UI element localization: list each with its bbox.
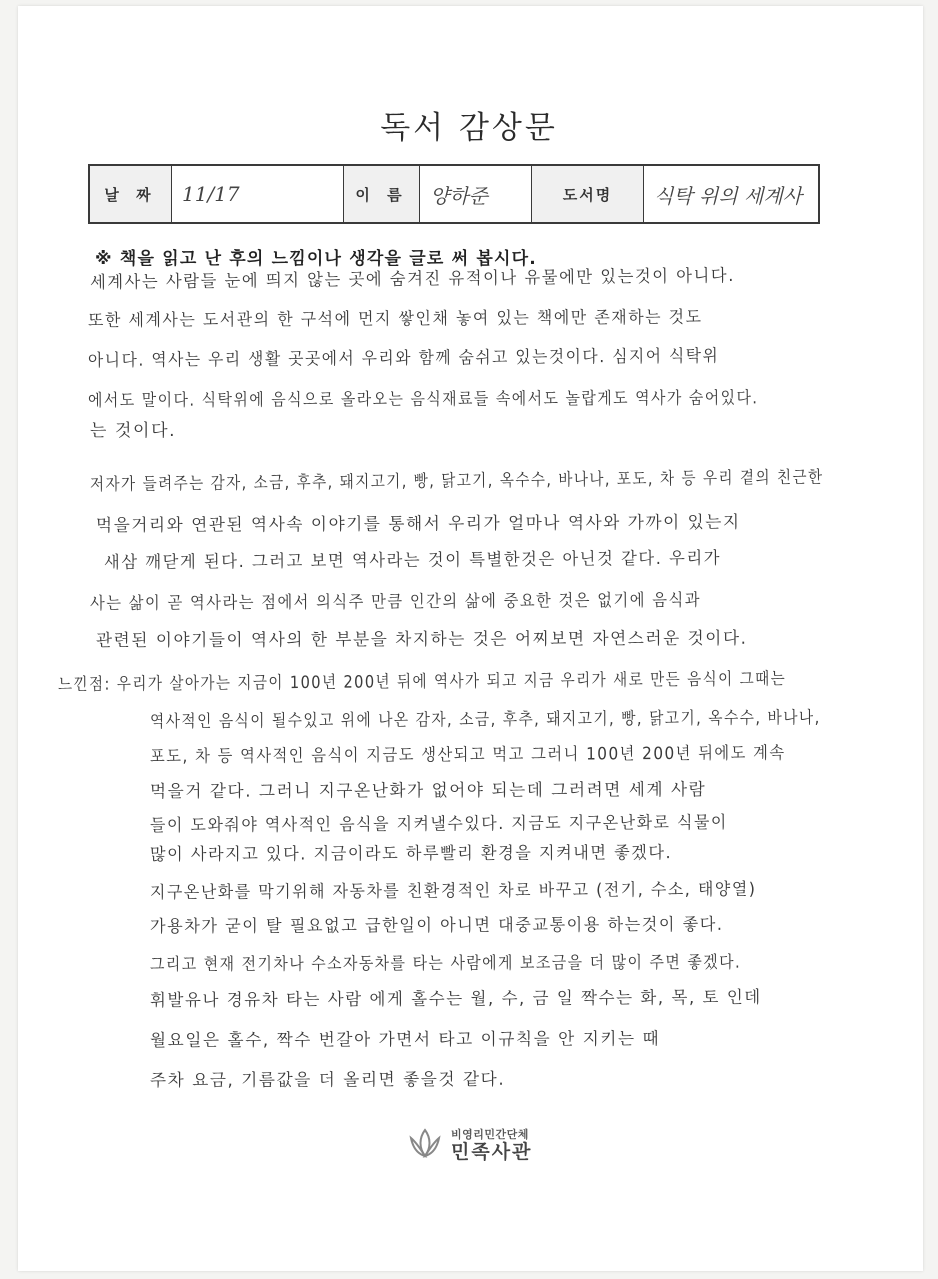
essay-line: 또한 세계사는 도서관의 한 구석에 먼지 쌓인채 놓여 있는 책에만 존재하는 것도 — [87, 307, 703, 331]
essay-line: 관련된 이야기들이 역사의 한 부분을 차지하는 것은 어찌보면 자연스러운 것이다. — [95, 628, 748, 651]
logo-subtitle: 비영리민간단체 — [451, 1128, 529, 1141]
name-label: 이 름 — [344, 166, 420, 222]
essay-line: 가용차가 굳이 탈 필요없고 급한일이 아니면 대중교통이용 하는것이 좋다. — [149, 914, 724, 937]
essay-line: 들이 도와줘야 역사적인 음식을 지켜낼수있다. 지금도 지구온난화로 식물이 — [149, 812, 728, 836]
essay-line: 먹을거리와 연관된 역사속 이야기를 통해서 우리가 얼마나 역사와 가까이 있는지 — [95, 512, 741, 536]
essay-line: 포도, 차 등 역사적인 음식이 지금도 생산되고 먹고 그러니 100년 200년 뒤에도 계속 — [149, 743, 786, 767]
date-label: 날 짜 — [90, 166, 172, 222]
page-title: 독서 감상문 — [380, 110, 558, 146]
essay-line: 는 것이다. — [90, 421, 177, 441]
essay-line: 사는 삶이 곧 역사라는 점에서 의식주 만큼 인간의 삶에 중요한 것은 없기에 음식과 — [89, 590, 701, 614]
book-title-value: 식탁 위의 세계사 — [654, 183, 802, 208]
essay-line: 저자가 들려주는 감자, 소금, 후추, 돼지고기, 빵, 닭고기, 옥수수, 바나나, 포도, 차 등 우리 곁의 친근한 — [89, 467, 824, 495]
essay-line: 휘발유나 경유차 타는 사람 에게 홀수는 월, 수, 금 일 짝수는 화, 목, 토 인데 — [149, 987, 762, 1011]
book-title-label: 도서명 — [532, 166, 644, 222]
essay-line: 지구온난화를 막기위해 자동차를 친환경적인 차로 바꾸고 (전기, 수소, 태양열) — [149, 879, 757, 903]
essay-line: 그리고 현재 전기차나 수소자동차를 타는 사람에게 보조금을 더 많이 주면 좋겠다. — [149, 952, 742, 975]
essay-line: 세계사는 사람들 눈에 띄지 않는 곳에 숨겨진 유적이나 유물에만 있는것이 아니다. — [89, 265, 736, 293]
lotus-emblem-icon — [405, 1126, 445, 1162]
essay-line: 아니다. 역사는 우리 생활 곳곳에서 우리와 함께 숨쉬고 있는것이다. 심지어 식탁위 — [87, 346, 720, 371]
essay-line: 먹을거 같다. 그러니 지구온난화가 없어야 되는데 그러려면 세계 사람 — [149, 780, 707, 802]
essay-line: 월요일은 홀수, 짝수 번갈아 가면서 타고 이규칙을 안 지키는 때 — [149, 1029, 661, 1051]
essay-line: 느낀점: 우리가 살아가는 지금이 100년 200년 뒤에 역사가 되고 지금 우리가 새로 만든 음식이 그때는 — [57, 669, 787, 695]
essay-line: 새삼 깨닫게 된다. 그러고 보면 역사라는 것이 특별한것은 아닌것 같다. 우리가 — [103, 548, 722, 573]
date-value: 11/17 — [172, 166, 344, 222]
name-value: 양하준 — [420, 166, 532, 222]
publisher-logo — [405, 1120, 565, 1168]
essay-line: 주차 요금, 기름값을 더 올리면 좋을것 같다. — [149, 1069, 506, 1091]
essay-line: 많이 사라지고 있다. 지금이라도 하루빨리 환경을 지켜내면 좋겠다. — [149, 843, 673, 865]
essay-line: 역사적인 음식이 될수있고 위에 나온 감자, 소금, 후추, 돼지고기, 빵, 닭고기, 옥수수, 바나나, — [149, 707, 821, 732]
instruction-text: ※ 책을 읽고 난 후의 느낌이나 생각을 글로 써 봅시다. — [95, 249, 537, 269]
essay-line: 에서도 말이다. 식탁위에 음식으로 올라오는 음식재료들 속에서도 놀랍게도 역사가 숨어있다. — [87, 388, 759, 411]
logo-title: 민족사관 — [451, 1141, 533, 1163]
